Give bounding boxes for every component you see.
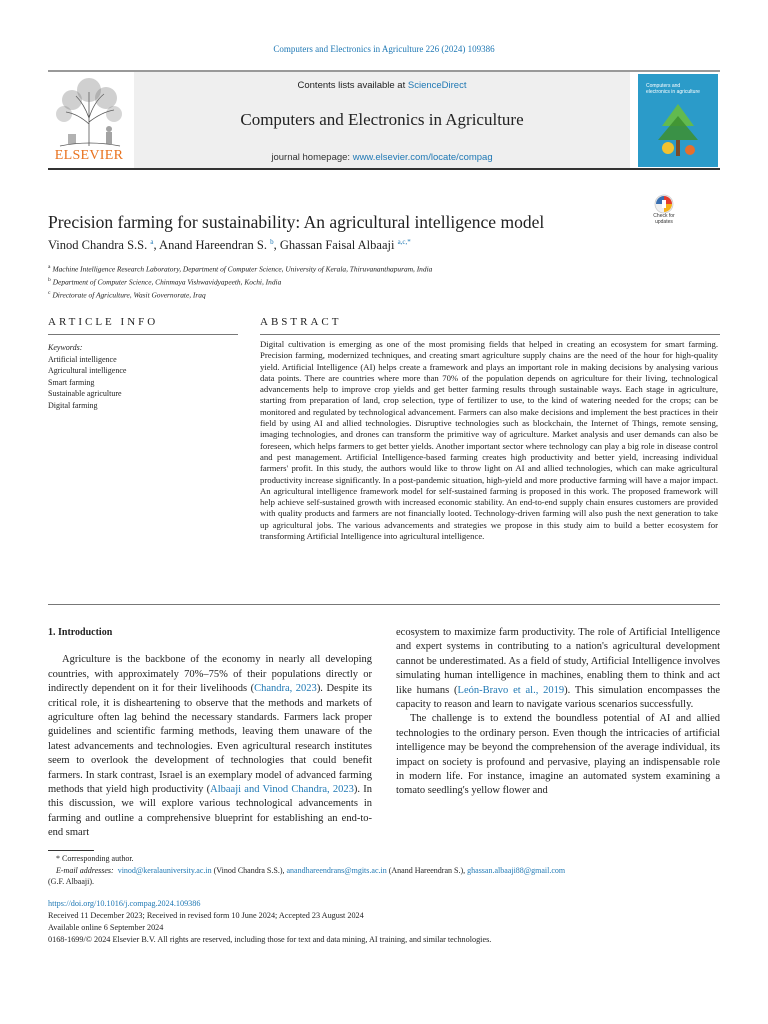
citation-link[interactable]: Chandra, 2023: [254, 683, 317, 695]
keyword: Artificial intelligence: [48, 354, 117, 364]
abstract-heading: ABSTRACT: [260, 316, 342, 328]
article-title: Precision farming for sustainability: An agricultural intelligence model: [48, 212, 545, 232]
article-info-heading: ARTICLE INFO: [48, 316, 159, 328]
email-label: E-mail addresses:: [56, 865, 114, 875]
masthead-panel: [134, 72, 630, 168]
contents-line: [134, 80, 630, 91]
affiliation: $^c$ Directorate of Agriculture, Wasit Governorate, Iraq: [48, 289, 206, 300]
paragraph: The challenge is to extend the boundless potential of AI and allied technologies to the ordinary person. Even though the intricacies of artificial intelligence may be beyond the comprehension of the average individual, its impact on society is profound and pervasive, playing an indispensable role in modern life. For instance, imagine an automated system examining a tomato seedling's yellow flower and: [396, 713, 720, 797]
affiliations: [48, 262, 432, 301]
front-matter-end-rule: [48, 604, 720, 605]
author-name[interactable]: Ghassan Faisal Albaaji: [279, 238, 395, 253]
masthead-bottom-rule: [48, 168, 720, 170]
author-affil-marker[interactable]: b: [270, 238, 274, 246]
doi-link[interactable]: https://doi.org/10.1016/j.compag.2024.109386: [48, 899, 201, 908]
author-list: Vinod Chandra S.S. $^a$, Anand Hareendran S. $^b$, Ghassan Faisal Albaaji $^{a,c,*}$: [48, 238, 411, 253]
corresponding-author-note: * Corresponding author.: [56, 854, 134, 863]
footnotes: [48, 853, 720, 888]
contents-prefix: Contents lists available at: [297, 80, 408, 91]
available-online: Available online 6 September 2024: [48, 923, 164, 932]
abstract-rule: [260, 334, 720, 335]
citation-link[interactable]: León-Bravo et al., 2019: [457, 684, 565, 696]
paragraph: ecosystem to maximize farm productivity. The role of Artificial Intelligence and expert systems in contributing to a nation's agricultural development cannot be underestimated. As a field of study, Artificial Intelligence involves simulating human intelligence in machines, enabling them to think and act like humans (León-Bravo et al., 2019). This simulation encompasses the capacity to reason and learn to navigate various scenarios successfully.: [396, 627, 721, 711]
article-info-rule: [48, 334, 238, 335]
citation-link[interactable]: Albaaji and Vinod Chandra, 2023: [210, 784, 354, 796]
author-affil-marker[interactable]: a,c,*: [397, 238, 411, 246]
cover-title-text: Computers and electronics in agriculture: [646, 83, 700, 95]
email-link[interactable]: vinod@keralauniversity.ac.in: [117, 865, 212, 875]
homepage-line: [134, 152, 630, 163]
publisher-name: ELSEVIER: [54, 148, 124, 163]
abstract-text: Digital cultivation is emerging as one of the most promising fields that helped in creating an ecosystem for smart farming. Precision farming, modernized techniques, and creating smart agriculture supply chains are the need of the hour for high-quality yield. Artificial Intelligence (AI) helps create a framework and plays an important role in making decisions by analysing various data points. There are countries where more than 70% of the population depends on agriculture for their living, technological advancements help to improve crop yields and get better farming results through sustainable ways. Each stage in agriculture, starting from preparation of land, crop selection, type of fertilizer to use, to the kind of watering needed for the crops; can be monitored and regulated by technological advancement. Farmers can also make decisions and implement the best practices in their field by using AI and allied technologies. Disruptive technologies such as blockchain, the Internet of Things, remote sensing, imaging technologies, and drones can transform the primitive way of agriculture. Market analysis and user demands can also be foreseen, which helps farmers to get better yields. Another important sector where technology can play a big role in disease control and pest management. Artificial Intelligence-based farming creates high productivity and better yield, increasing individual farmers' profit. In this study, the authors would like to throw light on AI and allied technologies, which can make agricultural productivity increase significantly. In a post-pandemic situation, high-yield and more productive farming will have a major impact. An agricultural intelligence framework model for self-sustained farming is proposed in this work. The proposed framework will help achieve self-sustained growth with increased economic stability. An end-to-end supply chain ensures customers are provided with quality products and farmers are not financially looted. Technology-driven farming will also push the next generation to take up agricultural jobs. The various advancements and strategies we propose in this study aim to build a better ecosystem for transforming Artificial Intelligence into agricultural intelligence.: [260, 339, 718, 542]
affiliation: $^a$ Machine Intelligence Research Laboratory, Department of Computer Science, University of Kerala, Thiruvananthapuram, India: [48, 264, 433, 274]
keyword: Agricultural intelligence: [48, 366, 127, 375]
email-addresses: E-mail addresses: vinod@keralauniversity.ac.in (Vinod Chandra S.S.), anandhareendrans@mgits.ac.in (Anand Hareendran S.), ghassan.albaaji88@gmail.com: [56, 865, 566, 875]
author-affil-marker[interactable]: a: [150, 238, 154, 246]
author-name[interactable]: Anand Hareendran S.: [159, 238, 267, 253]
journal-homepage-link[interactable]: www.elsevier.com/locate/compag: [352, 152, 493, 163]
affiliation: $^b$ Department of Computer Science, Chinmaya Vishwavidyapeeth, Kochi, India: [48, 276, 282, 287]
paragraph: Agriculture is the backbone of the economy in nearly all developing countries, with approximately 70%–75% of their populations directly or indirectly dependent on it for their livelihoods (Chandra, 2023). Despite its critical role, it is disheartening to observe that the methods and markets of agriculture often lag behind the necessary standards. Farmers lack proper guidelines and scientific farming methods, leaving them unaware of the latest advancements and technologies. Even agricultural research institutes seem to overlook the development of technologies that could benefit farmers. In stark contrast, Israel is an exemplary model of advanced farming methods that yield high productivity (Albaaji and Vinod Chandra, 2023). In this discussion, we will explore various technological advancements in farming and outline a comprehensive blueprint for establishing an end-to-end smart: [48, 654, 373, 839]
journal-reference[interactable]: Computers and Electronics in Agriculture 226 (2024) 109386: [273, 44, 495, 54]
section-title: 1. Introduction: [48, 627, 113, 638]
journal-cover-image[interactable]: [638, 74, 718, 167]
journal-masthead: [48, 70, 720, 169]
keywords-block: [48, 342, 126, 411]
check-for-updates-badge[interactable]: [646, 194, 682, 230]
keyword: Digital farming: [48, 400, 98, 410]
received-dates: Received 11 December 2023; Received in revised form 10 June 2024; Accepted 23 August 2024: [48, 911, 364, 920]
email-link[interactable]: ghassan.albaaji88@gmail.com: [467, 865, 566, 875]
body-column-right: [396, 626, 720, 799]
keywords-label: Keywords:: [48, 343, 83, 352]
keyword: Smart farming: [48, 377, 95, 387]
email-link[interactable]: anandhareendrans@mgits.ac.in: [286, 865, 387, 875]
author-name[interactable]: Vinod Chandra S.S.: [48, 238, 148, 253]
body-column-left: [48, 626, 372, 841]
footnote-rule: [48, 850, 94, 851]
homepage-prefix: journal homepage:: [271, 152, 353, 163]
sciencedirect-link[interactable]: ScienceDirect: [407, 80, 467, 91]
copyright-line: 0168-1699/© 2024 Elsevier B.V. All rights are reserved, including those for text and data mining, AI training, and similar technologies.: [48, 935, 492, 944]
journal-title: Computers and Electronics in Agriculture: [240, 110, 524, 129]
keyword: Sustainable agriculture: [48, 389, 122, 398]
email-owner-note: (G.F. Albaaji).: [48, 877, 95, 886]
check-for-updates-label: Check for updates: [653, 213, 675, 225]
article-metadata: [48, 898, 720, 946]
